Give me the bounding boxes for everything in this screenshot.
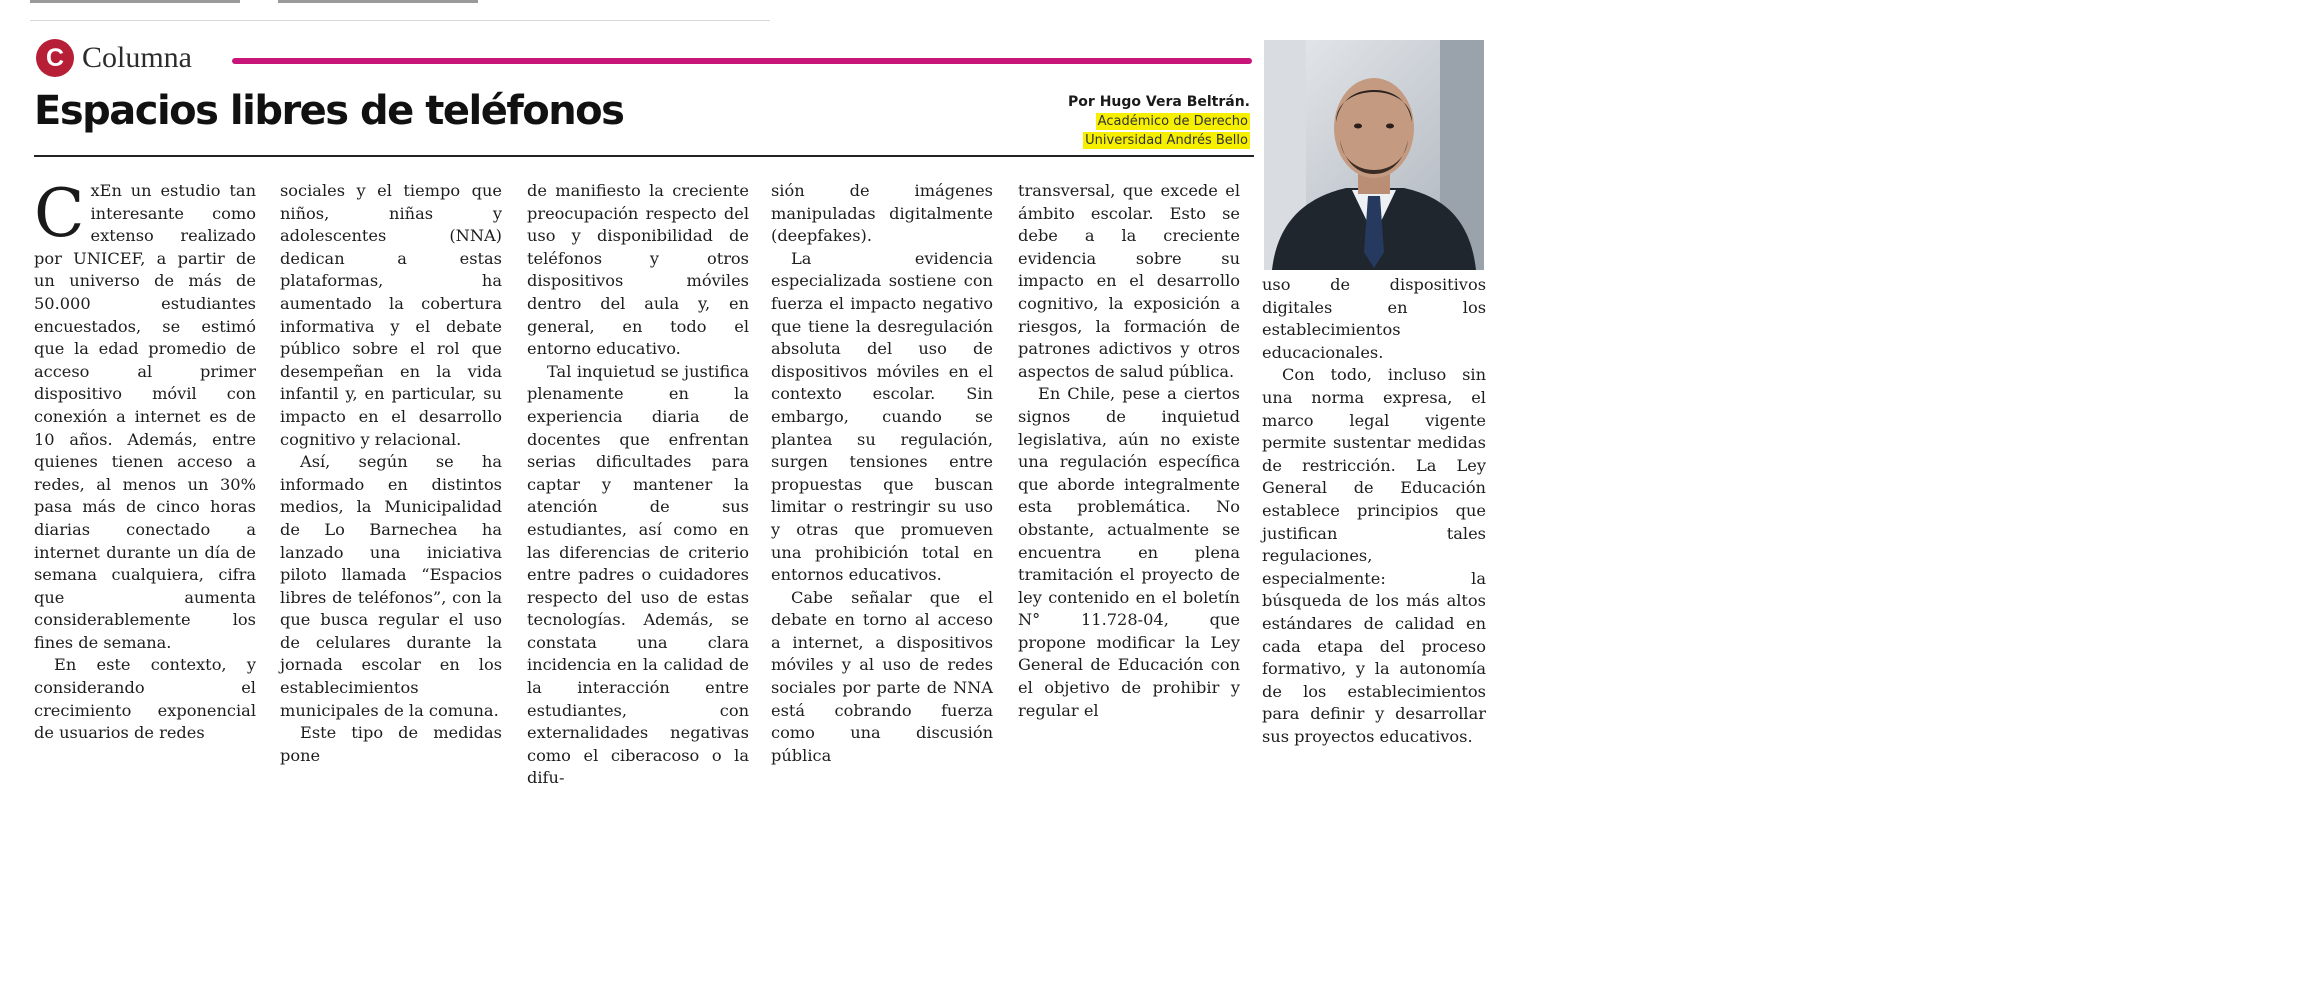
paragraph: sociales y el tiempo que niños, niñas y adolescentes (NNA) dedican a estas plataformas, ha aumentado la cobertura informativa y el debate público sobre el rol que desempeñan en la vida infantil y, en particular, su impacto en el desarrollo cognitivo y relacional. [280, 181, 502, 449]
author-portrait-image [1264, 40, 1484, 270]
article-column-2 [280, 180, 502, 767]
previous-article-strip [30, 0, 760, 4]
headline-rule [34, 155, 1254, 157]
article-column-1 [34, 175, 256, 745]
paragraph: Tal inquietud se justifica plenamente en la experiencia diaria de docentes que enfrentan serias dificultades para captar y mantener la atención de sus estudiantes, así como en las diferencias de criterio entre padres o cuidadores respecto del uso de estas tecnologías. Además, se constata una clara incidencia en la calidad de la interacción entre estudiantes, con externalidades negativas como el ciberacoso o la difu- [527, 361, 749, 788]
paragraph: La evidencia especializada sostiene con fuerza el impacto negativo que tiene la desregulación absoluta del uso de dispositivos móviles en el contexto escolar. Sin embargo, cuando se plantea su regulación, surgen tensiones entre propuestas que buscan limitar o restringir su uso y otras que promueven una prohibición total en entornos educativos. [771, 248, 993, 585]
author-institution: Universidad Andrés Bello [1085, 133, 1248, 148]
author-photo [1264, 40, 1484, 270]
article-headline: Espacios libres de teléfonos [34, 88, 624, 134]
article-column-6 [1262, 274, 1486, 748]
paragraph: Este tipo de medidas pone [280, 723, 502, 765]
section-accent-bar [232, 58, 1252, 64]
section-header [36, 38, 192, 78]
byline [1068, 94, 1250, 149]
paragraph: transversal, que excede el ámbito escolar. Esto se debe a la creciente evidencia sobre su impacto en el desarrollo cognitivo, la exposición a riesgos, la formación de patrones adictivos y otros aspectos de salud pública. [1018, 181, 1240, 381]
paragraph: sión de imágenes manipuladas digitalmente (deepfakes). [771, 181, 993, 246]
paragraph: Así, según se ha informado en distintos medios, la Municipalidad de Lo Barnechea ha lanzado una iniciativa piloto llamada “Espacios libres de teléfonos”, con la que busca regular el uso de celulares durante la jornada escolar en los establecimientos municipales de la comuna. [280, 452, 502, 720]
article-column-3 [527, 180, 749, 790]
paragraph: xEn un estudio tan interesante como extenso realizado por UNICEF, a partir de un universo de más de 50.000 estudiantes encuestados, se estimó que la edad promedio de acceso al primer dispositivo móvil con conexión a internet es de 10 años. Además, entre quienes tienen acceso a redes, al menos un 30% pasa más de cinco horas diarias conectado a internet durante un día de semana cualquiera, cifra que aumenta considerablemente los fines de semana. [34, 181, 256, 652]
author-role: Académico de Derecho [1097, 114, 1248, 129]
article-column-4 [771, 180, 993, 767]
author-name: Por Hugo Vera Beltrán. [1068, 94, 1250, 110]
drop-cap: C [34, 175, 85, 252]
section-label: Columna [82, 41, 192, 74]
paragraph: Cabe señalar que el debate en torno al acceso a internet, a dispositivos móviles y al uso de redes sociales por parte de NNA está cobrando fuerza como una discusión pública [771, 587, 993, 765]
paragraph: En Chile, pese a ciertos signos de inquietud legislativa, aún no existe una regulación específica que aborde integralmente esta problemática. No obstante, actualmente se encuentra en plena tramitación el proyecto de ley contenido en el boletín N° 11.728-04, que propone modificar la Ley General de Educación con el objetivo de prohibir y regular el [1018, 384, 1240, 720]
top-divider [30, 20, 770, 21]
paragraph: de manifiesto la creciente preocupación respecto del uso y disponibilidad de teléfonos y otros dispositivos móviles dentro del aula y, en general, en todo el entorno educativo. [527, 181, 749, 359]
section-badge: C [36, 39, 74, 77]
paragraph: uso de dispositivos digitales en los establecimientos educacionales. [1262, 275, 1486, 362]
paragraph: Con todo, incluso sin una norma expresa, el marco legal vigente permite sustentar medidas de restricción. La Ley General de Educación establece principios que justifican tales regulaciones, especialmente: la búsqueda de los más altos estándares de calidad en cada etapa del proceso formativo, y la autonomía de los establecimientos para definir y desarrollar sus proyectos educativos. [1262, 365, 1486, 746]
article-column-5 [1018, 180, 1240, 722]
paragraph: En este contexto, y considerando el crecimiento exponencial de usuarios de redes [34, 655, 256, 743]
